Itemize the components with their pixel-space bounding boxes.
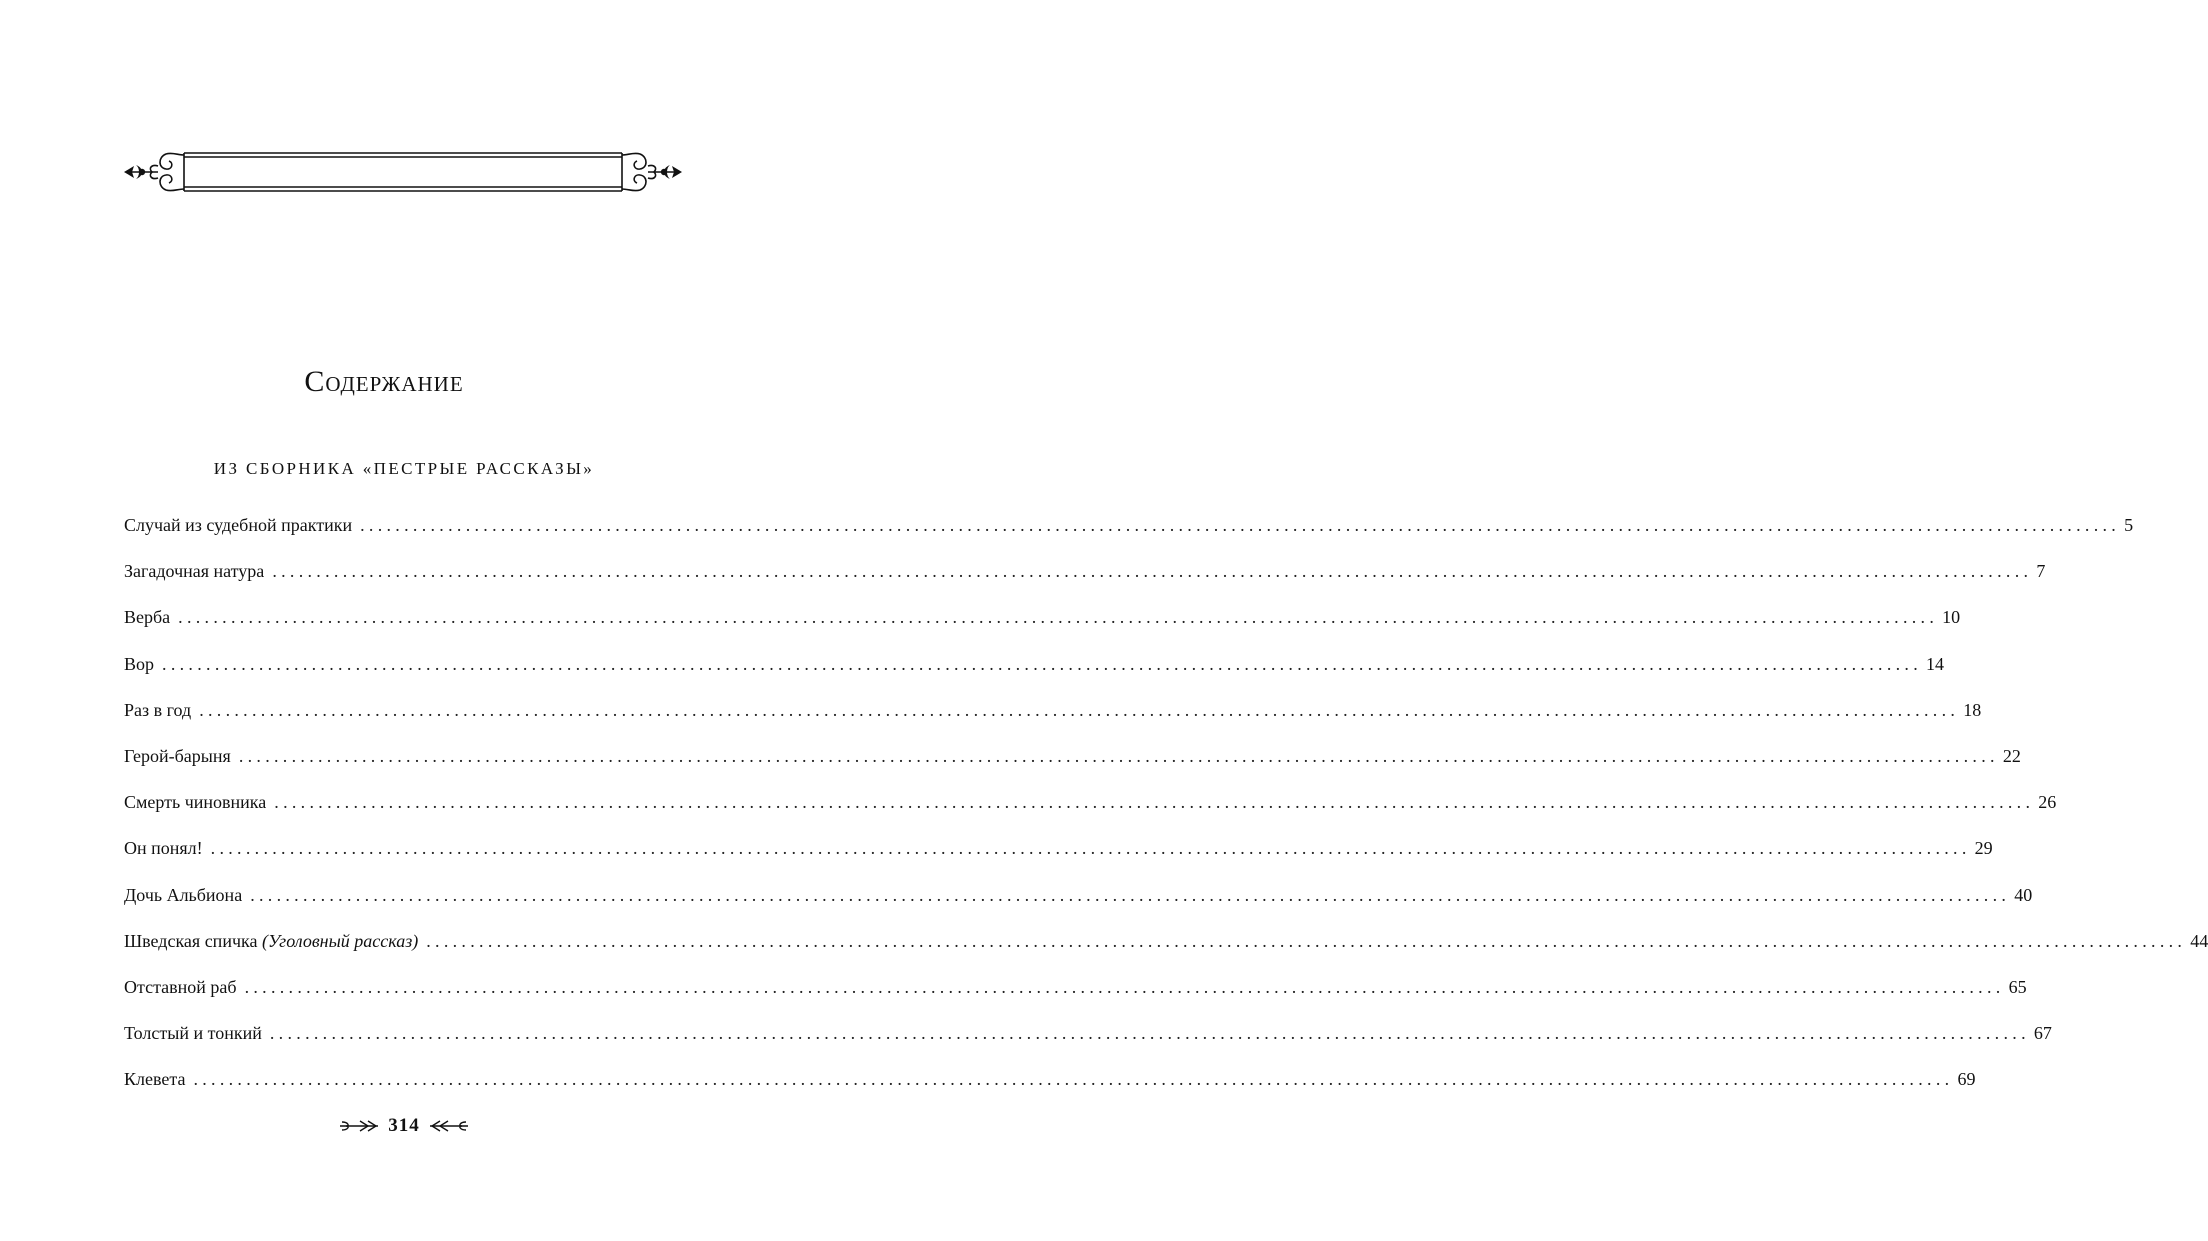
toc-entry-title: Загадочная натура [124, 561, 265, 582]
toc-leader-dots: ........................................................................................................................................................................................................ [193, 1069, 1954, 1090]
toc-entry-title [124, 927, 418, 955]
page-folio [0, 1111, 808, 1141]
toc-entry-page: 40 [2014, 884, 2033, 905]
toc-entry[interactable] [124, 1065, 1976, 1111]
table-of-contents [124, 511, 2208, 1111]
toc-entry-page: 26 [2038, 792, 2057, 813]
toc-leader-dots: ........................................................................................................................................................................................................ [244, 976, 2005, 997]
toc-entry-main-title: Шведская спичка [124, 930, 258, 951]
toc-entry-title: Толстый и тонкий [124, 1023, 262, 1044]
page-title: Содержание [304, 365, 464, 398]
toc-entry-page: 22 [2002, 745, 2021, 766]
toc-entry[interactable] [124, 650, 1945, 696]
header-ornament [118, 146, 688, 202]
toc-entry[interactable] [124, 557, 2046, 603]
page-number: 314 [388, 1115, 420, 1136]
toc-entry[interactable] [124, 881, 2033, 927]
folio-ornament-right-icon [428, 1118, 470, 1134]
toc-entry[interactable] [124, 742, 2021, 788]
toc-entry-title: Дочь Альбиона [124, 884, 243, 905]
toc-leader-dots: ........................................................................................................................................................................................................ [360, 515, 2121, 535]
toc-entry-title: Он понял! [124, 838, 203, 859]
toc-leader-dots: ........................................................................................................................................................................................................ [210, 838, 1971, 859]
toc-leader-dots: ........................................................................................................................................................................................................ [269, 1023, 2030, 1044]
toc-entry[interactable] [124, 788, 2057, 834]
toc-entry[interactable] [124, 834, 1993, 880]
toc-entry-subtitle: (Уголовный рассказ) [261, 930, 419, 951]
toc-leader-dots: ........................................................................................................................................................................................................ [238, 745, 1999, 766]
toc-entry-title: Верба [124, 607, 171, 628]
toc-entry-title: Случай из судебной практики [124, 515, 353, 535]
toc-leader-dots: ........................................................................................................................................................................................................ [162, 653, 1923, 674]
toc-entry-page: 67 [2033, 1023, 2052, 1044]
toc-leader-dots: ........................................................................................................................................................................................................ [250, 884, 2011, 905]
toc-leader-dots: ........................................................................................................................................................................................................ [426, 930, 2187, 951]
toc-entry-page: 7 [2036, 561, 2046, 582]
toc-entry-title: Смерть чиновника [124, 792, 267, 813]
toc-entry-title: Раз в год [124, 699, 192, 720]
toc-entry-page: 10 [1942, 607, 1961, 628]
toc-leader-dots: ........................................................................................................................................................................................................ [178, 607, 1939, 628]
toc-entry-page: 69 [1957, 1069, 1976, 1090]
toc-entry-title: Клевета [124, 1069, 186, 1090]
toc-entry[interactable] [124, 1019, 2052, 1065]
toc-entry-page: 5 [2124, 515, 2134, 535]
toc-entry-page: 44 [2190, 930, 2208, 951]
toc-entry-title: Вор [124, 653, 155, 674]
toc-entry[interactable] [124, 973, 2027, 1019]
folio-ornament-left-icon [338, 1118, 380, 1134]
toc-entry-page: 29 [1974, 838, 1993, 859]
toc-leader-dots: ........................................................................................................................................................................................................ [272, 561, 2033, 582]
toc-entry[interactable] [124, 696, 1982, 742]
toc-entry[interactable] [124, 603, 1961, 649]
toc-entry-page: 14 [1926, 653, 1945, 674]
toc-entry-page: 18 [1963, 699, 1982, 720]
toc-leader-dots: ........................................................................................................................................................................................................ [274, 792, 2035, 813]
toc-leader-dots: ........................................................................................................................................................................................................ [199, 699, 1960, 720]
toc-entry[interactable] [124, 927, 2208, 973]
toc-entry-page: 65 [2008, 976, 2027, 997]
toc-entry[interactable] [124, 511, 2134, 557]
toc-entry-title: Герой-барыня [124, 745, 231, 766]
section-heading: ИЗ СБОРНИКА «ПЕСТРЫЕ РАССКАЗЫ» [213, 459, 595, 478]
toc-entry-title: Отставной раб [124, 976, 237, 997]
